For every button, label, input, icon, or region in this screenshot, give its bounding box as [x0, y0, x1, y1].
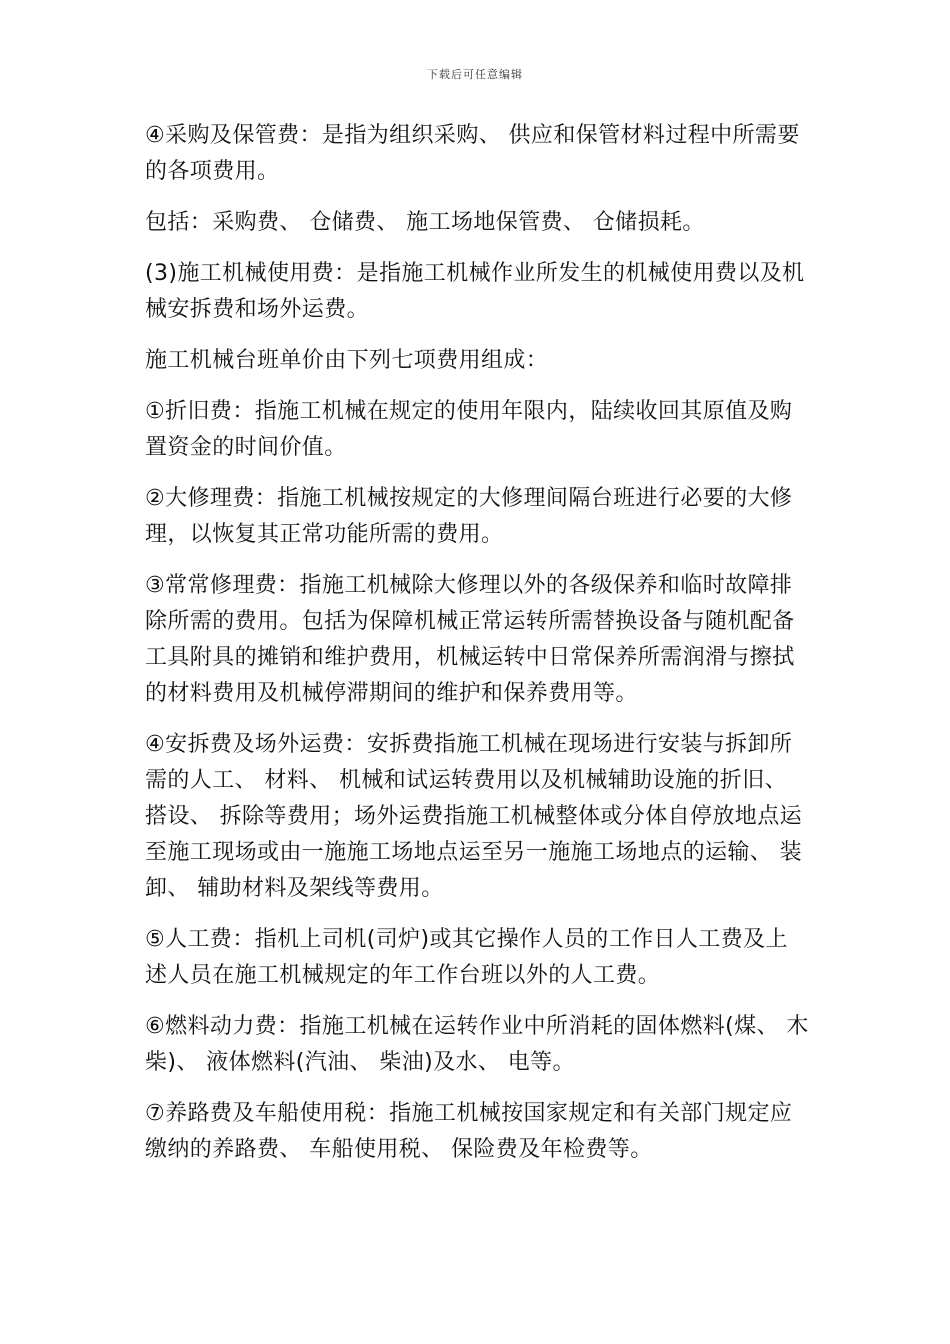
paragraph-procurement-includes: 包括：采购费、 仓储费、 施工场地保管费、 仓储损耗。 — [145, 210, 705, 235]
paragraph-labor-cost: ⑤人工费：指机上司机(司炉)或其它操作人员的工作日人工费及上述人员在施工机械规定的年工作台班以外的人工费。 — [145, 927, 788, 988]
paragraph-shift-price-intro: 施工机械台班单价由下列七项费用组成： — [145, 348, 549, 373]
paragraph-procurement-fee: ④采购及保管费：是指为组织采购、 供应和保管材料过程中所需要的各项费用。 — [145, 123, 800, 184]
paragraph-machinery-usage-fee: (3)施工机械使用费：是指施工机械作业所发生的机械使用费以及机械安拆费和场外运费。 — [145, 261, 805, 322]
paragraph-routine-repair: ③常常修理费：指施工机械除大修理以外的各级保养和临时故障排除所需的费用。包括为保障机械正常运转所需替换设备与随机配备工具附具的摊销和维护费用，机械运转中日常保养所需润滑与擦拭的材料费用及机械停滞期间的维护和保养费用等。 — [145, 573, 795, 706]
paragraph-installation-transport: ④安拆费及场外运费：安拆费指施工机械在现场进行安装与拆卸所需的人工、 材料、 机械和试运转费用以及机械辅助设施的折旧、 搭设、 拆除等费用；场外运费指施工机械整体或分体自停放地点运至施工现场或由一施施工场地点运至另一施施工场地点的运输、 装卸、 辅助材料及架线等费用。 — [145, 732, 802, 901]
paragraph-depreciation: ①折旧费：指施工机械在规定的使用年限内，陆续收回其原值及购置资金的时间价值。 — [145, 399, 793, 460]
paragraph-fuel-power: ⑥燃料动力费：指施工机械在运转作业中所消耗的固体燃料(煤、 木柴)、 液体燃料(汽油、 柴油)及水、 电等。 — [145, 1014, 809, 1075]
paragraph-road-tax: ⑦养路费及车船使用税：指施工机械按国家规定和有关部门规定应缴纳的养路费、 车船使用税、 保险费及年检费等。 — [145, 1101, 793, 1162]
paragraph-overhaul: ②大修理费：指施工机械按规定的大修理间隔台班进行必要的大修理，以恢复其正常功能所需的费用。 — [145, 486, 793, 547]
document-body — [145, 118, 810, 1183]
page-header: 下载后可任意编辑 — [427, 68, 523, 81]
